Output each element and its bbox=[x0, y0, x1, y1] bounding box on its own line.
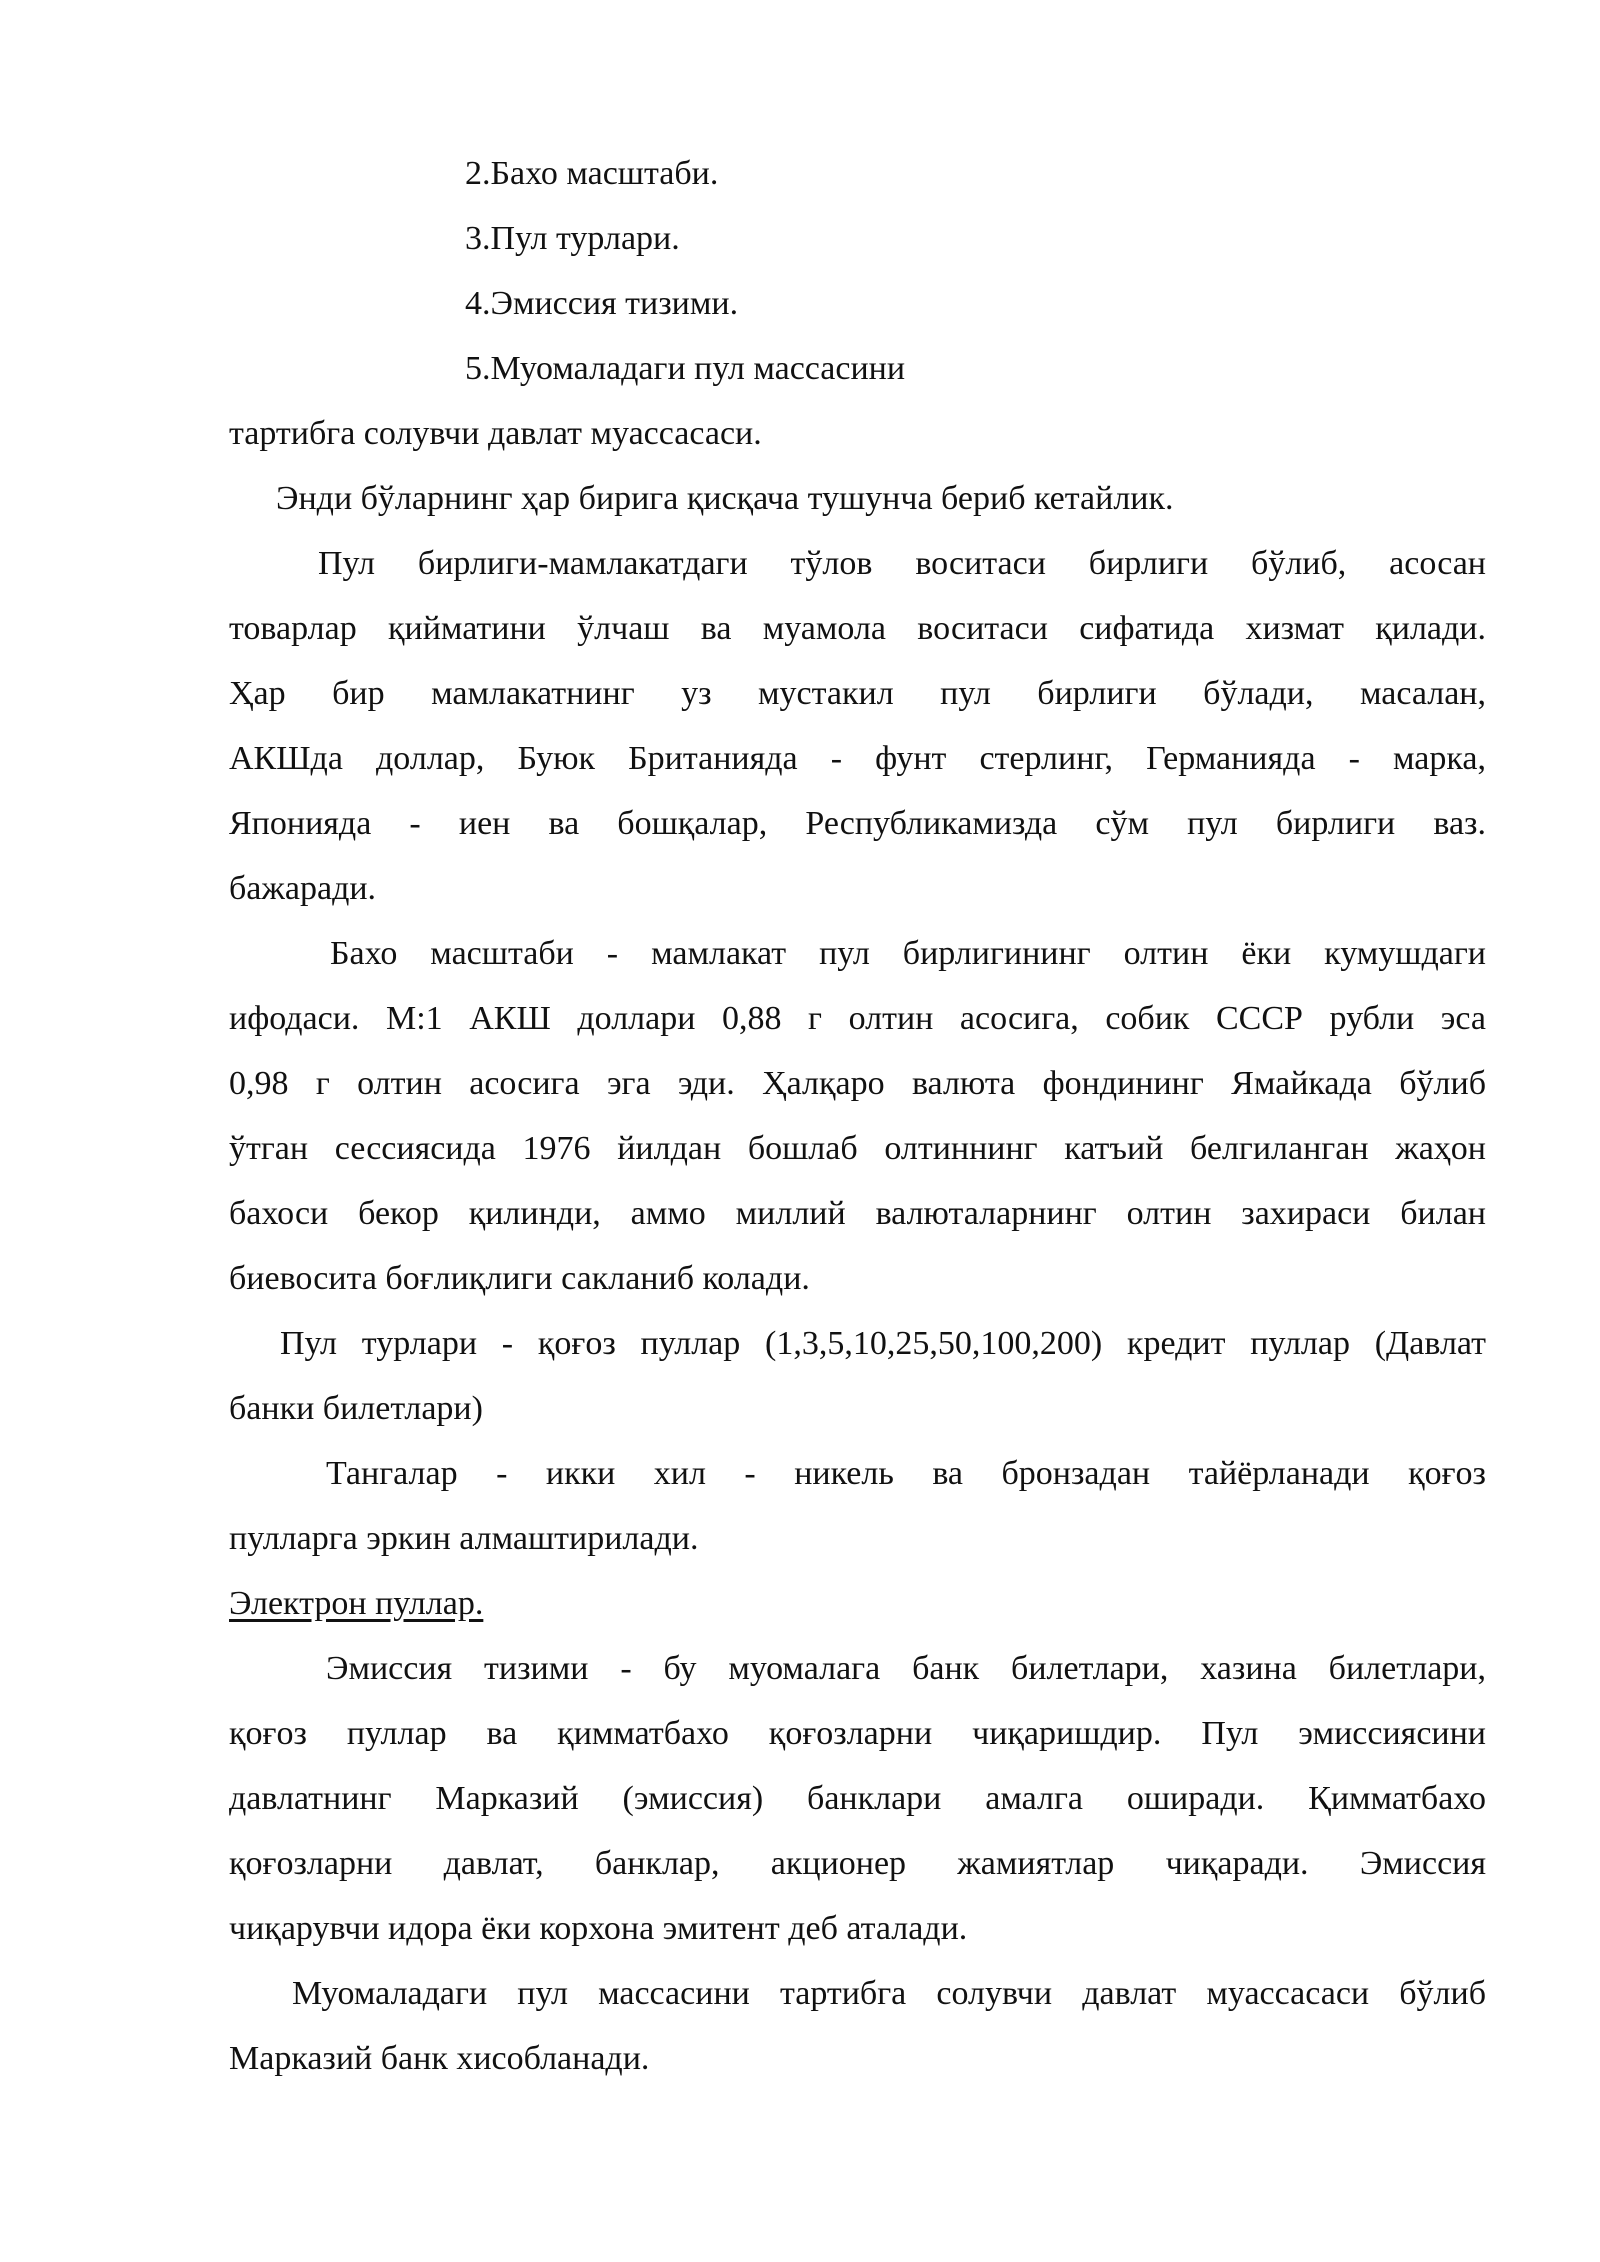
list-item: 2.Бахо масштаби. bbox=[465, 155, 719, 192]
text-line: чиқарувчи идора ёки корхона эмитент деб аталади. bbox=[229, 1910, 968, 1947]
list-item: 3.Пул турлари. bbox=[465, 220, 680, 257]
text-line: Пул бирлиги-мамлакатдаги тўлов воситаси бирлиги бўлиб, асосан bbox=[318, 545, 1486, 582]
text-line: бажаради. bbox=[229, 870, 377, 907]
text-line: Бахо масштаби - мамлакат пул бирлигининг олтин ёки кумушдаги bbox=[330, 935, 1486, 972]
underlined-heading: Электрон пуллар. bbox=[229, 1585, 484, 1622]
text-line: банки билетлари) bbox=[229, 1390, 483, 1427]
text-line: тартибга солувчи давлат муассасаси. bbox=[229, 415, 762, 452]
text-line: Японияда - иен ва бошқалар, Республикамизда сўм пул бирлиги ваз. bbox=[229, 805, 1486, 842]
list-item: 5.Муомаладаги пул массасини bbox=[465, 350, 906, 387]
text-line: Ҳар бир мамлакатнинг уз мустакил пул бирлиги бўлади, масалан, bbox=[229, 675, 1486, 712]
text-line: Пул турлари - қоғоз пуллар (1,3,5,10,25,50,100,200) кредит пуллар (Давлат bbox=[280, 1325, 1486, 1362]
text-line: Тангалар - икки хил - никель ва бронзадан тайёрланади қоғоз bbox=[326, 1455, 1486, 1492]
text-line: қоғозларни давлат, банклар, акционер жамиятлар чиқаради. Эмиссия bbox=[229, 1845, 1486, 1882]
text-line: биевосита боғлиқлиги сакланиб колади. bbox=[229, 1260, 810, 1297]
text-line: давлатнинг Марказий (эмиссия) банклари амалга оширади. Қимматбахо bbox=[229, 1780, 1486, 1817]
text-line: Марказий банк хисобланади. bbox=[229, 2040, 650, 2077]
text-line: Муомаладаги пул массасини тартибга солувчи давлат муассасаси бўлиб bbox=[292, 1975, 1486, 2012]
text-line: товарлар қийматини ўлчаш ва муамола воситаси сифатида хизмат қилади. bbox=[229, 610, 1486, 647]
text-line: ифодаси. М:1 АКШ доллари 0,88 г олтин асосига, собик СССР рубли эса bbox=[229, 1000, 1486, 1037]
text-line: бахоси бекор қилинди, аммо миллий валюталарнинг олтин захираси билан bbox=[229, 1195, 1486, 1232]
text-line: Эмиссия тизими - бу муомалага банк билетлари, хазина билетлари, bbox=[326, 1650, 1486, 1687]
text-line: ўтган сессиясида 1976 йилдан бошлаб олтиннинг катъий белгиланган жаҳон bbox=[229, 1130, 1486, 1167]
text-line: 0,98 г олтин асосига эга эди. Ҳалқаро валюта фондининг Ямайкада бўлиб bbox=[229, 1065, 1486, 1102]
text-line: пулларга эркин алмаштирилади. bbox=[229, 1520, 699, 1557]
text-line: қоғоз пуллар ва қимматбахо қоғозларни чиқаришдир. Пул эмиссиясини bbox=[229, 1715, 1486, 1752]
text-line: Энди бўларнинг ҳар бирига қисқача тушунча бериб кетайлик. bbox=[276, 480, 1174, 517]
text-line: АКШда доллар, Буюк Британияда - фунт стерлинг, Германияда - марка, bbox=[229, 740, 1486, 777]
list-item: 4.Эмиссия тизими. bbox=[465, 285, 739, 322]
